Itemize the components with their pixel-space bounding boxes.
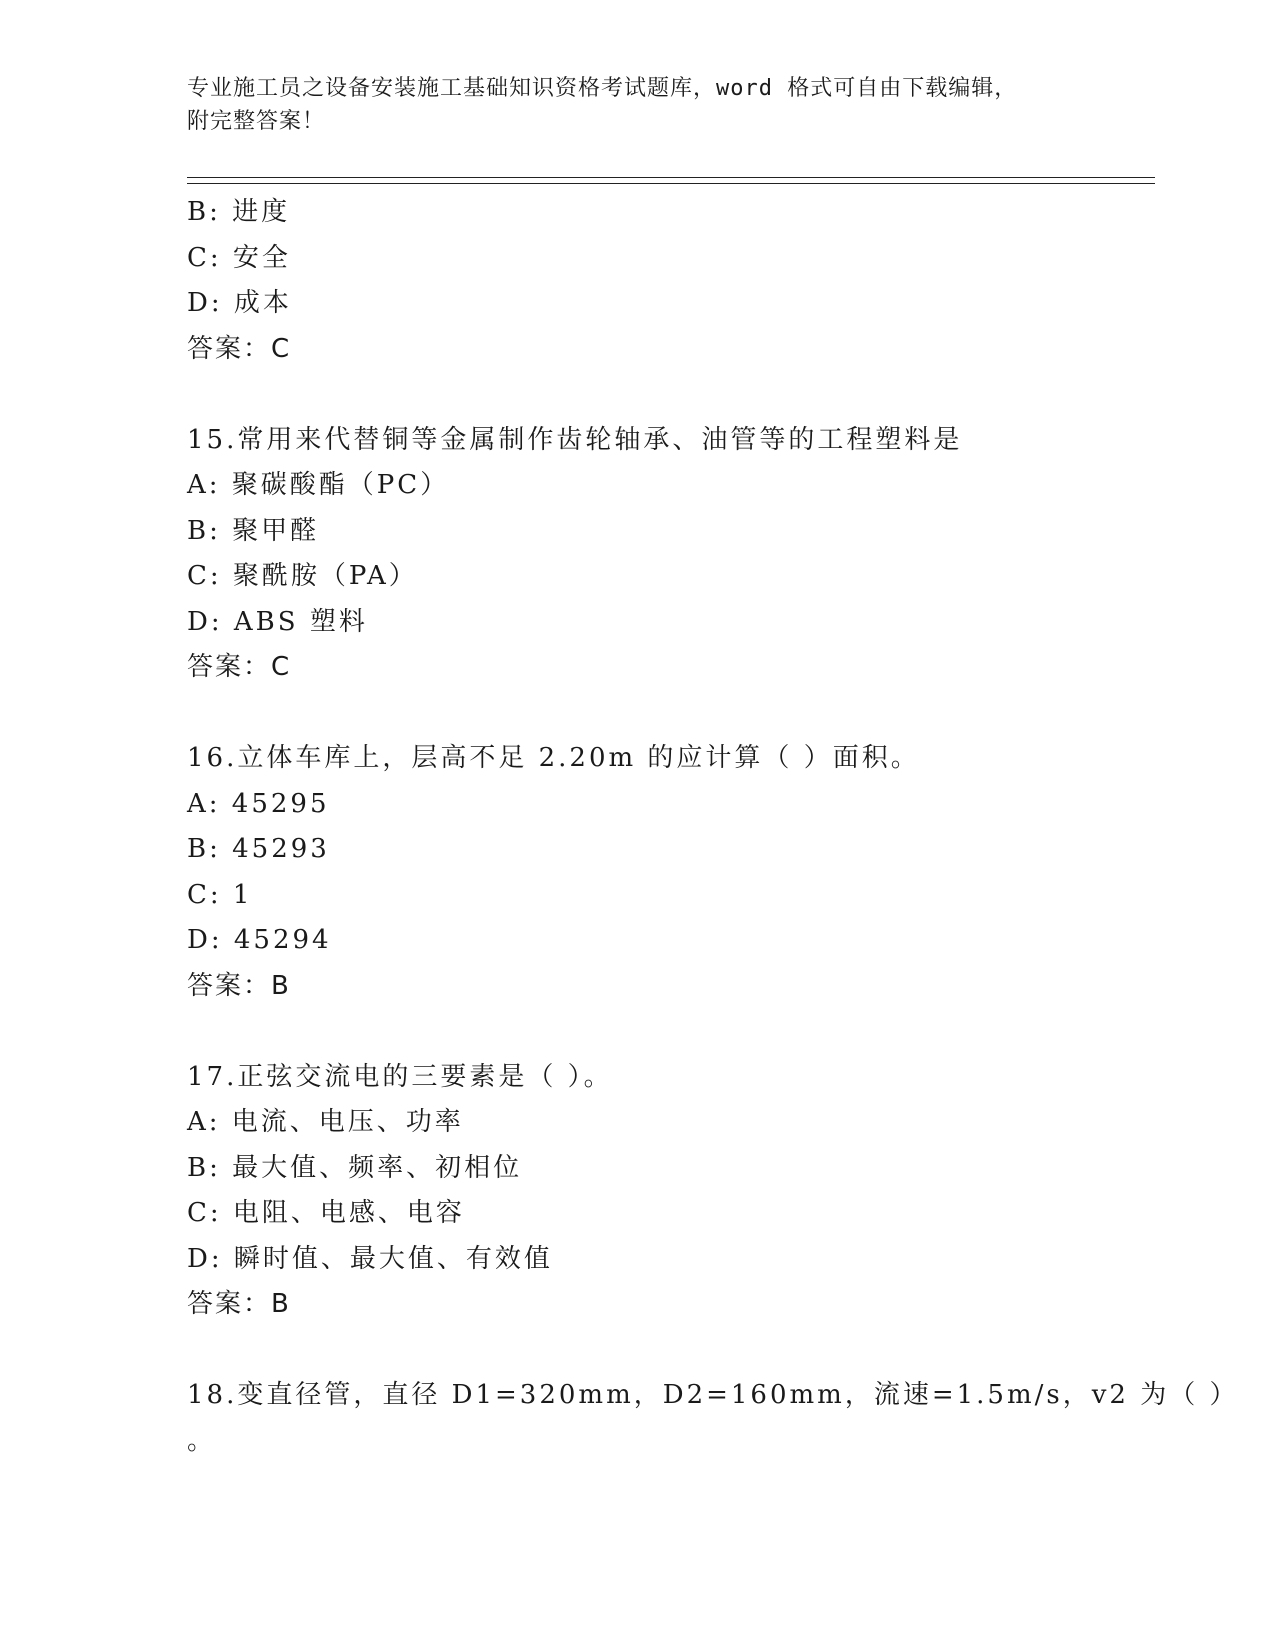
spacer — [187, 691, 1155, 737]
option-a: A: 聚碳酸酯（PC） — [187, 470, 450, 500]
option-d: D: 成本 — [187, 288, 292, 318]
option-a: A: 电流、电压、功率 — [187, 1107, 464, 1137]
question-stem: 17.正弦交流电的三要素是（ ）。 — [187, 1061, 613, 1092]
option-b: B: 45293 — [187, 834, 330, 864]
header-line-1: 专业施工员之设备安装施工基础知识资格考试题库，word 格式可自由下载编辑， — [187, 76, 1018, 101]
answer-line: 答案：B — [187, 1289, 291, 1319]
question-block-17 — [187, 1055, 1155, 1328]
option-c: C: 1 — [187, 879, 253, 910]
option-c: C: 电阻、电感、电容 — [187, 1198, 465, 1228]
answer-line: 答案：C — [187, 333, 292, 364]
option-d: D: 45294 — [187, 925, 332, 955]
question-list — [187, 190, 1239, 1464]
spacer — [187, 1009, 1155, 1055]
option-b: B: 聚甲醛 — [187, 515, 320, 546]
question-stem-continuation: 。 — [187, 1425, 214, 1456]
question-stem: 15.常用来代替铜等金属制作齿轮轴承、油管等的工程塑料是 — [187, 424, 963, 455]
question-block-15 — [187, 418, 1155, 691]
option-c: C: 安全 — [187, 242, 291, 273]
option-b: B: 进度 — [187, 197, 291, 227]
option-d: D: ABS 塑料 — [187, 606, 368, 637]
answer-line: 答案：B — [187, 970, 291, 1001]
question-stem: 16.立体车库上，层高不足 2.20m 的应计算（ ）面积。 — [187, 743, 920, 773]
question-block-18 — [187, 1373, 1239, 1464]
document-header — [187, 72, 1087, 138]
option-b: B: 最大值、频率、初相位 — [187, 1152, 523, 1183]
option-a: A: 45295 — [187, 788, 330, 819]
header-line-2: 附完整答案！ — [187, 109, 326, 134]
header-divider — [187, 177, 1155, 184]
spacer — [187, 372, 1155, 418]
answer-line: 答案：C — [187, 652, 292, 682]
question-block-14 — [187, 190, 1155, 372]
option-d: D: 瞬时值、最大值、有效值 — [187, 1243, 553, 1274]
question-stem: 18.变直径管，直径 D1=320mm，D2=160mm，流速=1.5m/s，v2 为（ ） — [187, 1380, 1239, 1410]
option-c: C: 聚酰胺（PA） — [187, 561, 418, 591]
spacer — [187, 1328, 1155, 1374]
question-block-16 — [187, 736, 1155, 1009]
